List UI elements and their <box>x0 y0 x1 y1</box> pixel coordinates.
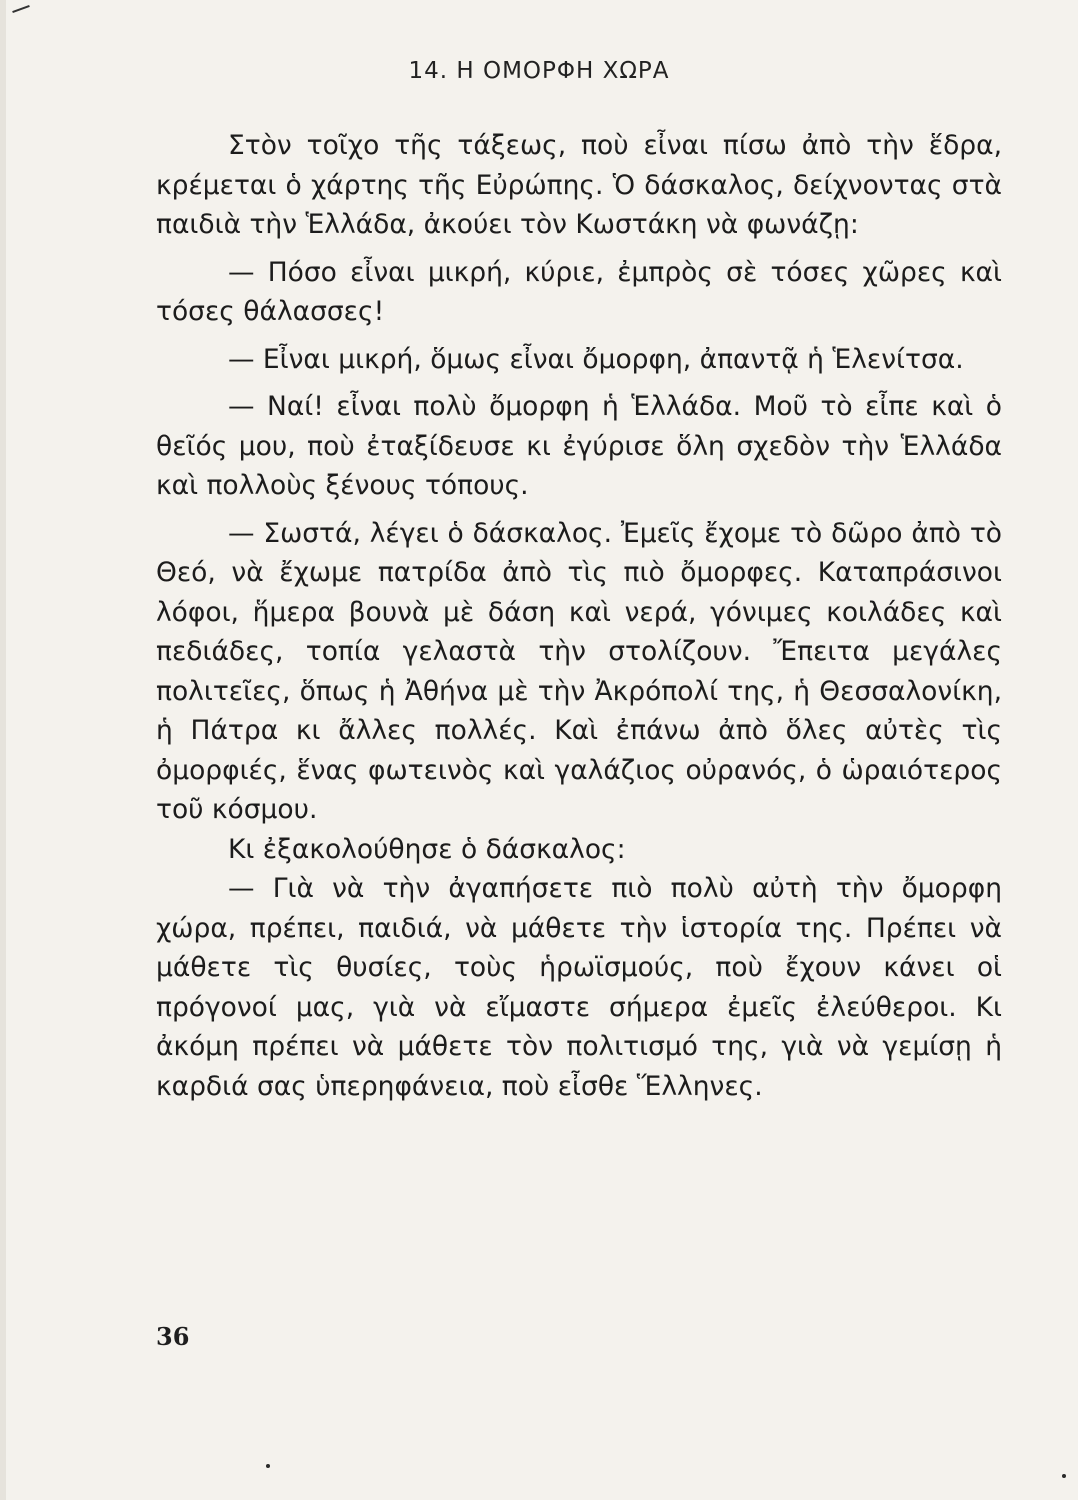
pencil-mark <box>12 5 30 13</box>
scan-speck <box>1062 1474 1066 1478</box>
paragraph-history: — Γιὰ νὰ τὴν ἀγαπήσετε πιὸ πολὺ αὐτὴ τὴν ὄμορφη χώρα, πρέπει, παιδιά, νὰ μάθετε τὴν ἱστορία της. Πρέπει νὰ μάθετε τὶς θυσίες, τοὺς ἡρωϊσμούς, ποὺ ἔχουν κάνει οἱ πρόγονοί μας, γιὰ νὰ εἴμαστε σήμερα ἐμεῖς ἐλεύθεροι. Κι ἀκόμη πρέπει νὰ μάθετε τὸν πολιτισμό της, γιὰ νὰ γεμίσῃ ἡ καρδιά σας ὑπερηφάνεια, ποὺ εἶσθε Ἕλληνες. <box>156 873 1002 1102</box>
scan-edge <box>0 0 6 1500</box>
paragraph-uncle: — Ναί! εἶναι πολὺ ὄμορφη ἡ Ἑλλάδα. Μοῦ τὸ εἶπε καὶ ὁ θεῖός μου, ποὺ ἐταξίδευσε κι ἐγύρισε ὅλη σχεδὸν τὴν Ἑλλάδα καὶ πολλοὺς ξένους τόπους. <box>156 391 1002 501</box>
paragraph-kostakis: — Πόσο εἶναι μικρή, κύριε, ἐμπρὸς σὲ τόσες χῶρες καὶ τόσες θάλασσες! <box>156 256 1002 327</box>
paragraph-elenitsa: — Εἶναι μικρή, ὅμως εἶναι ὄμορφη, ἀπαντᾷ ἡ Ἑλενίτσα. <box>228 343 964 375</box>
scan-speck <box>266 1464 270 1468</box>
paragraph-teacher-gift: — Σωστά, λέγει ὁ δάσκαλος. Ἐμεῖς ἔχομε τὸ δῶρο ἀπὸ τὸ Θεό, νὰ ἔχωμε πατρίδα ἀπὸ τὶς πιὸ ὄμορφες. Καταπράσινοι λόφοι, ἥμερα βουνὰ μὲ δάση καὶ νερά, γόνιμες κοιλάδες καὶ πεδιάδες, τοπία γελαστὰ τὴν στολίζουν. Ἔπειτα μεγάλες πολιτεῖες, ὅπως ἡ Ἀθήνα μὲ τὴν Ἀκρόπολί της, ἡ Θεσσαλονίκη, ἡ Πάτρα κι ἄλλες πολλές. Καὶ ἐπάνω ἀπὸ ὅλες αὐτὲς τὶς ὀμορφιές, ἕνας φωτεινὸς καὶ γαλάζιος οὐρανός, ὁ ὡραιότερος τοῦ κόσμου. <box>156 517 1002 825</box>
page-number: 36 <box>156 1322 190 1351</box>
body-text <box>156 126 1002 1114</box>
chapter-title: 14. Η ΟΜΟΡΦΗ ΧΩΡΑ <box>408 58 670 84</box>
paragraph-intro: Στὸν τοῖχο τῆς τάξεως, ποὺ εἶναι πίσω ἀπὸ τὴν ἕδρα, κρέμεται ὁ χάρτης τῆς Εὐρώπης. Ὁ δάσκαλος, δείχνοντας στὰ παιδιὰ τὴν Ἑλλάδα, ἀκούει τὸν Κωστάκη νὰ φωνάζῃ: <box>156 130 1002 240</box>
paragraph-continued: Κι ἐξακολούθησε ὁ δάσκαλος: <box>228 833 626 865</box>
